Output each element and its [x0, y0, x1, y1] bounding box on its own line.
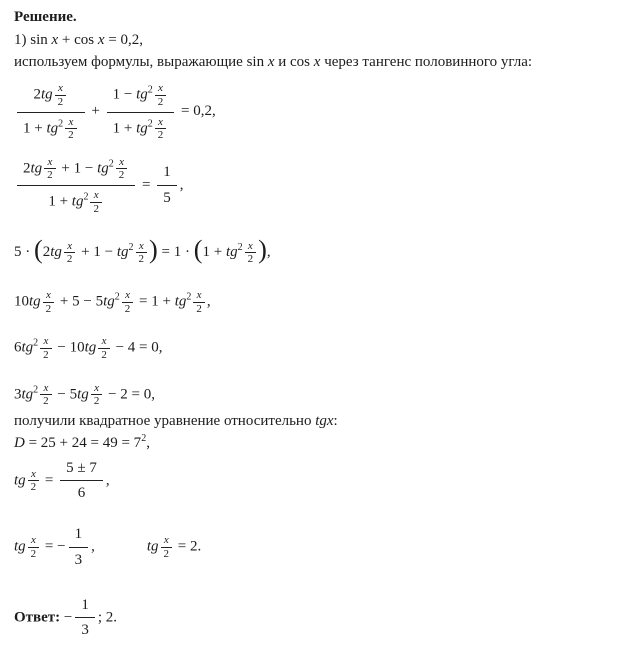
- small-fraction: [90, 189, 102, 215]
- fraction-denominator: 2: [68, 129, 74, 142]
- fraction-denominator: 2: [45, 302, 52, 315]
- math-variable: x: [97, 31, 105, 48]
- formula-tangent-values: [14, 524, 614, 571]
- superscript: 2: [186, 291, 192, 303]
- text-run: 10: [14, 293, 29, 310]
- text-run: 1: [74, 526, 83, 543]
- text-run: 3: [14, 386, 22, 403]
- equation-line: [14, 31, 614, 50]
- small-fraction: [98, 335, 110, 361]
- math-variable: tg: [103, 293, 115, 310]
- fraction-denominator: 2: [43, 395, 49, 408]
- fraction-numerator: x: [44, 156, 56, 170]
- text-run: = 0,2,: [177, 103, 216, 120]
- fraction-numerator: [157, 162, 177, 186]
- text-run: = 2.: [174, 538, 202, 555]
- superscript: 2: [128, 242, 134, 254]
- math-variable: tg: [46, 120, 59, 137]
- text-run: 3: [74, 551, 83, 568]
- math-variable: tg: [30, 160, 43, 177]
- quadratic-note-line: [14, 412, 614, 431]
- fraction-denominator: 2: [124, 302, 131, 315]
- superscript: 2: [114, 291, 120, 303]
- math-variable: x: [313, 53, 321, 70]
- formula-half-angle-sum: [14, 81, 614, 143]
- text-run: 2: [33, 86, 41, 103]
- fraction-denominator: 2: [157, 129, 164, 142]
- math-variable: tg: [97, 160, 109, 177]
- text-run: 1: [163, 164, 171, 181]
- fraction-numerator: x: [245, 240, 257, 254]
- fraction-denominator: 2: [66, 253, 73, 266]
- text-run: ,: [179, 177, 184, 194]
- small-fraction: [161, 534, 173, 560]
- fraction-numerator: x: [40, 335, 52, 349]
- small-fraction: [44, 156, 56, 182]
- text-run: ,: [91, 538, 95, 555]
- text-run: − 4 = 0,: [111, 340, 163, 357]
- math-variable: tg: [50, 244, 62, 261]
- fraction-denominator: [60, 481, 103, 504]
- fraction-denominator: [69, 548, 89, 571]
- discriminant-line: [14, 434, 614, 453]
- text-run: − 10: [53, 340, 85, 357]
- math-variable: D: [14, 434, 25, 451]
- text-run: 1 +: [112, 120, 137, 137]
- math-variable: tg: [29, 293, 41, 310]
- math-variable: tg: [14, 538, 26, 555]
- big-paren: (: [34, 235, 43, 265]
- math-variable: x: [267, 53, 275, 70]
- fraction-numerator: x: [155, 82, 167, 96]
- math-variable: tg: [225, 244, 238, 261]
- fraction-denominator: 2: [163, 547, 170, 560]
- small-fraction: [43, 289, 55, 315]
- small-fraction: [122, 289, 134, 315]
- small-fraction: [28, 534, 40, 560]
- formula-quadratic-6: [14, 335, 614, 361]
- text-run: 5 ·: [14, 244, 34, 261]
- text-run: ; 2.: [97, 609, 118, 626]
- text-run: через тангенс половинного угла:: [320, 53, 533, 70]
- fraction-denominator: 2: [93, 202, 99, 215]
- fraction-denominator: [157, 186, 177, 209]
- fraction-numerator: x: [90, 189, 102, 203]
- text-run: 6: [77, 485, 86, 502]
- formula-expanded: [14, 289, 614, 315]
- answer-line: [14, 595, 614, 642]
- small-fraction: [40, 382, 52, 408]
- fraction-denominator: 2: [247, 253, 254, 266]
- text-run: ,: [266, 244, 271, 261]
- fraction-numerator: [17, 81, 85, 112]
- small-fraction: [136, 240, 148, 266]
- fraction-numerator: x: [91, 382, 103, 396]
- fraction-numerator: x: [64, 240, 76, 254]
- text-run: + 5 − 5: [56, 293, 104, 310]
- text-run: 1 +: [48, 193, 72, 210]
- text-run: 2: [23, 160, 31, 177]
- fraction-denominator: [107, 113, 175, 143]
- fraction-numerator: x: [155, 116, 167, 130]
- superscript: 2: [141, 432, 147, 444]
- fraction-numerator: x: [55, 82, 67, 96]
- text-run: −: [63, 609, 73, 626]
- math-variable: tg: [71, 193, 84, 210]
- fraction-numerator: x: [161, 534, 173, 548]
- fraction: [69, 524, 89, 571]
- math-variable: tg: [116, 244, 129, 261]
- solution-title: Решение.: [14, 9, 77, 25]
- fraction-numerator: x: [116, 156, 128, 170]
- fraction-denominator: 2: [101, 349, 107, 362]
- text-run: =: [41, 472, 58, 489]
- big-paren: (: [193, 235, 203, 265]
- fraction-denominator: 2: [118, 169, 125, 182]
- fraction-numerator: [17, 155, 135, 186]
- fraction-numerator: x: [98, 335, 110, 349]
- bold-label: Ответ:: [14, 609, 64, 626]
- small-fraction: [55, 82, 67, 108]
- fraction-denominator: 2: [196, 302, 202, 315]
- math-variable: tg: [21, 340, 34, 357]
- text-run: + 1 −: [57, 160, 98, 177]
- text-run: = 25 + 24 = 49 = 7: [24, 434, 142, 451]
- small-fraction: [245, 240, 257, 266]
- math-variable: tg: [21, 386, 34, 403]
- text-run: 1: [81, 596, 89, 613]
- formula-combined-fraction: [14, 155, 614, 217]
- fraction-denominator: [75, 618, 95, 641]
- small-fraction: [155, 82, 167, 108]
- math-variable: tg: [84, 340, 97, 357]
- fraction-numerator: [107, 81, 175, 112]
- math-variable: tg: [174, 293, 187, 310]
- small-fraction: [28, 468, 40, 494]
- text-run: + 1 −: [77, 244, 117, 261]
- small-fraction: [40, 335, 52, 361]
- fraction-denominator: 2: [57, 95, 64, 108]
- text-run: +: [87, 103, 104, 120]
- formula-roots: [14, 458, 614, 505]
- text-run: − 2 = 0,: [104, 386, 155, 403]
- text-run: = 0,2,: [104, 31, 144, 48]
- text-run: − 5: [53, 386, 78, 403]
- big-paren: ): [149, 235, 158, 265]
- method-note-line: [14, 53, 614, 72]
- fraction: [17, 155, 135, 217]
- math-variable: tg: [14, 472, 26, 489]
- superscript: 2: [33, 338, 39, 350]
- fraction-numerator: [75, 595, 95, 619]
- fraction-numerator: [60, 458, 103, 482]
- small-fraction: [64, 240, 76, 266]
- text-run: + cos: [58, 31, 98, 48]
- fraction-numerator: x: [193, 289, 205, 303]
- fraction-numerator: x: [122, 289, 134, 303]
- math-variable: tgx: [315, 413, 334, 430]
- big-paren: ): [258, 235, 267, 265]
- fraction-denominator: 2: [157, 95, 164, 108]
- text-run: используем формулы, выражающие sin: [14, 53, 268, 70]
- text-run: получили квадратное уравнение относительно: [14, 413, 316, 430]
- superscript: 2: [83, 191, 89, 203]
- fraction-numerator: x: [65, 116, 77, 130]
- math-variable: x: [51, 31, 59, 48]
- fraction-numerator: x: [28, 534, 40, 548]
- fraction-denominator: 2: [30, 481, 37, 494]
- text-run: ,: [105, 472, 110, 489]
- fraction-numerator: x: [40, 382, 52, 396]
- math-variable: tg: [40, 86, 53, 103]
- text-run: ,: [146, 434, 150, 451]
- fraction: [157, 162, 177, 209]
- text-run: = −: [41, 538, 66, 555]
- fraction-numerator: [69, 524, 89, 548]
- text-run: 5 ± 7: [66, 459, 97, 476]
- fraction-denominator: 2: [93, 395, 100, 408]
- fraction-denominator: 2: [43, 349, 49, 362]
- text-run: 2: [42, 244, 51, 261]
- text-run: ,: [206, 293, 211, 310]
- superscript: 2: [58, 118, 64, 130]
- formula-cross-multiplied: [14, 236, 614, 269]
- small-fraction: [65, 116, 77, 142]
- text-run: 5: [163, 190, 171, 207]
- fraction: [75, 595, 95, 642]
- text-run: :: [333, 413, 338, 430]
- text-run: = 1 +: [135, 293, 175, 310]
- text-run: 1 +: [23, 120, 47, 137]
- superscript: 2: [237, 242, 243, 254]
- superscript: 2: [108, 158, 114, 170]
- formula-quadratic-3: [14, 382, 614, 408]
- small-fraction: [91, 382, 103, 408]
- text-run: и cos: [274, 53, 314, 70]
- superscript: 2: [147, 84, 153, 96]
- fraction-denominator: [17, 113, 85, 143]
- text-run: 1 +: [202, 244, 226, 261]
- fraction-numerator: x: [136, 240, 148, 254]
- text-run: 1) sin: [14, 31, 52, 48]
- fraction: [17, 81, 85, 143]
- superscript: 2: [33, 384, 39, 396]
- small-fraction: [155, 116, 167, 142]
- math-variable: tg: [136, 120, 148, 137]
- small-fraction: [193, 289, 205, 315]
- fraction: [107, 81, 175, 143]
- text-run: =: [138, 177, 155, 194]
- text-run: = 1 ·: [157, 244, 194, 261]
- fraction-denominator: [17, 186, 135, 216]
- fraction-denominator: 2: [138, 253, 145, 266]
- fraction-denominator: 2: [30, 547, 37, 560]
- fraction-numerator: x: [43, 289, 55, 303]
- fraction-numerator: x: [28, 468, 40, 482]
- text-run: 6: [14, 340, 22, 357]
- text-run: 3: [81, 622, 89, 639]
- superscript: 2: [147, 118, 153, 130]
- math-variable: tg: [146, 538, 159, 555]
- text-run: 1 −: [112, 86, 137, 103]
- fraction-denominator: 2: [47, 169, 53, 182]
- small-fraction: [116, 156, 128, 182]
- math-variable: tg: [77, 386, 89, 403]
- fraction: [60, 458, 103, 505]
- math-variable: tg: [136, 86, 148, 103]
